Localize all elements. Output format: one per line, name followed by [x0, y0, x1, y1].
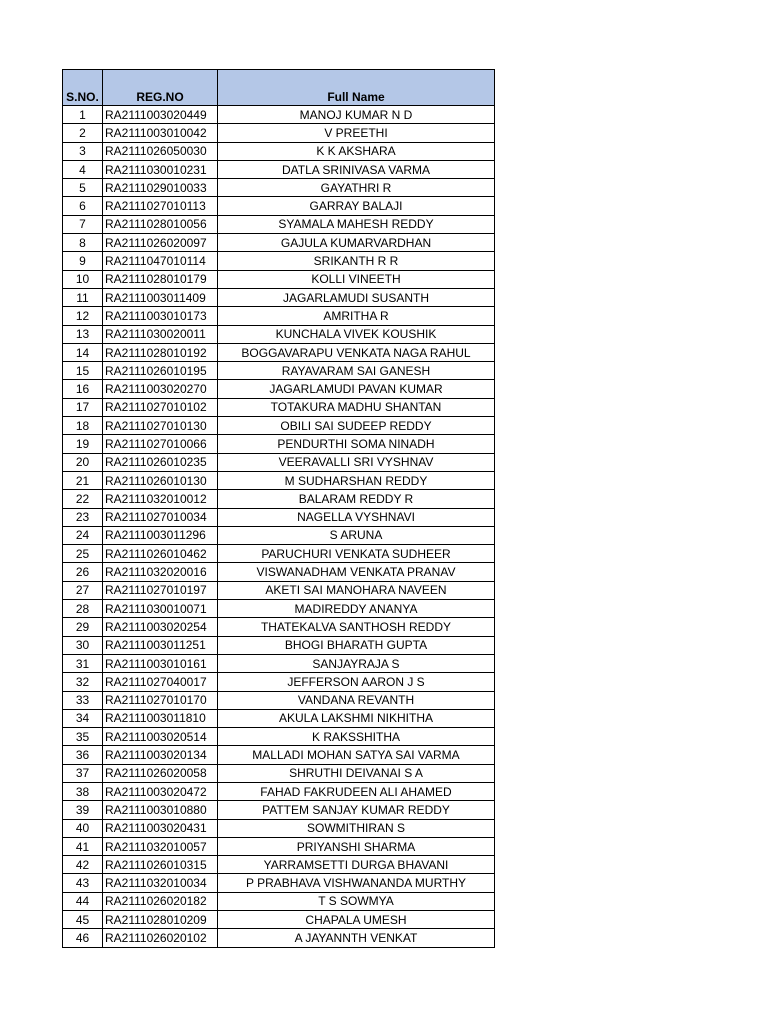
sno-cell: 39 [63, 801, 103, 819]
sno-cell: 42 [63, 856, 103, 874]
table-row [63, 362, 495, 380]
sno-cell: 45 [63, 911, 103, 929]
table-row [63, 782, 495, 800]
full-name-cell: TOTAKURA MADHU SHANTAN [218, 398, 495, 416]
table-body [63, 106, 495, 948]
full-name-cell: AKULA LAKSHMI NIKHITHA [218, 709, 495, 727]
table-row [63, 691, 495, 709]
reg-no-cell: RA2111003020472 [103, 782, 218, 800]
full-name-cell: AMRITHA R [218, 307, 495, 325]
table-row [63, 106, 495, 124]
reg-no-cell: RA2111003010042 [103, 124, 218, 142]
sno-cell: 29 [63, 618, 103, 636]
table-row [63, 600, 495, 618]
full-name-cell: V PREETHI [218, 124, 495, 142]
sno-cell: 22 [63, 490, 103, 508]
full-name-cell: GARRAY BALAJI [218, 197, 495, 215]
table-row [63, 801, 495, 819]
full-name-cell: KOLLI VINEETH [218, 270, 495, 288]
reg-no-cell: RA2111026020102 [103, 929, 218, 947]
reg-no-cell: RA2111003010880 [103, 801, 218, 819]
reg-no-cell: RA2111026010195 [103, 362, 218, 380]
sno-cell: 33 [63, 691, 103, 709]
reg-no-cell: RA2111032010057 [103, 837, 218, 855]
sno-cell: 2 [63, 124, 103, 142]
full-name-cell: PATTEM SANJAY KUMAR REDDY [218, 801, 495, 819]
sno-cell: 23 [63, 508, 103, 526]
full-name-cell: JAGARLAMUDI SUSANTH [218, 288, 495, 306]
sno-cell: 37 [63, 764, 103, 782]
full-name-cell: PENDURTHI SOMA NINADH [218, 435, 495, 453]
table-row [63, 837, 495, 855]
full-name-cell: FAHAD FAKRUDEEN ALI AHAMED [218, 782, 495, 800]
sno-cell: 4 [63, 160, 103, 178]
table-row [63, 581, 495, 599]
table-row [63, 197, 495, 215]
table-header [63, 70, 495, 106]
sno-cell: 19 [63, 435, 103, 453]
full-name-cell: P PRABHAVA VISHWANANDA MURTHY [218, 874, 495, 892]
table-row [63, 398, 495, 416]
full-name-cell: VISWANADHAM VENKATA PRANAV [218, 563, 495, 581]
table-row [63, 764, 495, 782]
reg-no-cell: RA2111026010130 [103, 471, 218, 489]
reg-no-cell: RA2111030010071 [103, 600, 218, 618]
sno-cell: 6 [63, 197, 103, 215]
sno-cell: 13 [63, 325, 103, 343]
sno-cell: 38 [63, 782, 103, 800]
table-row [63, 563, 495, 581]
sno-cell: 41 [63, 837, 103, 855]
sno-cell: 1 [63, 106, 103, 124]
reg-no-cell: RA2111026020058 [103, 764, 218, 782]
reg-no-cell: RA2111003020270 [103, 380, 218, 398]
reg-no-cell: RA2111047010114 [103, 252, 218, 270]
full-name-cell: NAGELLA VYSHNAVI [218, 508, 495, 526]
table-row [63, 673, 495, 691]
sno-cell: 21 [63, 471, 103, 489]
reg-no-cell: RA2111027010197 [103, 581, 218, 599]
table-row [63, 471, 495, 489]
full-name-cell: BHOGI BHARATH GUPTA [218, 636, 495, 654]
sno-cell: 12 [63, 307, 103, 325]
reg-no-cell: RA2111003020134 [103, 746, 218, 764]
full-name-cell: PRIYANSHI SHARMA [218, 837, 495, 855]
reg-no-cell: RA2111026050030 [103, 142, 218, 160]
table-row [63, 234, 495, 252]
full-name-cell: RAYAVARAM SAI GANESH [218, 362, 495, 380]
sno-cell: 44 [63, 892, 103, 910]
table-row [63, 728, 495, 746]
full-name-cell: OBILI SAI SUDEEP REDDY [218, 417, 495, 435]
sno-cell: 26 [63, 563, 103, 581]
reg-no-cell: RA2111028010209 [103, 911, 218, 929]
full-name-cell: THATEKALVA SANTHOSH REDDY [218, 618, 495, 636]
table-row [63, 380, 495, 398]
full-name-cell: CHAPALA UMESH [218, 911, 495, 929]
sno-cell: 7 [63, 215, 103, 233]
sno-cell: 40 [63, 819, 103, 837]
sno-cell: 34 [63, 709, 103, 727]
sno-cell: 18 [63, 417, 103, 435]
full-name-cell: T S SOWMYA [218, 892, 495, 910]
reg-no-cell: RA2111027010130 [103, 417, 218, 435]
sno-cell: 31 [63, 654, 103, 672]
table-row [63, 856, 495, 874]
sno-cell: 35 [63, 728, 103, 746]
full-name-cell: MALLADI MOHAN SATYA SAI VARMA [218, 746, 495, 764]
sno-cell: 36 [63, 746, 103, 764]
table-row [63, 417, 495, 435]
sno-cell: 32 [63, 673, 103, 691]
reg-no-cell: RA2111032010012 [103, 490, 218, 508]
full-name-cell: BOGGAVARAPU VENKATA NAGA RAHUL [218, 343, 495, 361]
table-row [63, 892, 495, 910]
full-name-cell: BALARAM REDDY R [218, 490, 495, 508]
reg-no-cell: RA2111028010192 [103, 343, 218, 361]
full-name-cell: MANOJ KUMAR N D [218, 106, 495, 124]
table-row [63, 124, 495, 142]
reg-no-cell: RA2111003010173 [103, 307, 218, 325]
table-row [63, 270, 495, 288]
table-row [63, 325, 495, 343]
full-name-cell: VANDANA REVANTH [218, 691, 495, 709]
full-name-cell: S ARUNA [218, 526, 495, 544]
reg-no-cell: RA2111003011251 [103, 636, 218, 654]
header-full-name: Full Name [218, 70, 495, 106]
table-row [63, 453, 495, 471]
reg-no-cell: RA2111029010033 [103, 179, 218, 197]
full-name-cell: JEFFERSON AARON J S [218, 673, 495, 691]
full-name-cell: K K AKSHARA [218, 142, 495, 160]
table-row [63, 874, 495, 892]
sno-cell: 14 [63, 343, 103, 361]
sno-cell: 25 [63, 545, 103, 563]
full-name-cell: PARUCHURI VENKATA SUDHEER [218, 545, 495, 563]
full-name-cell: SHRUTHI DEIVANAI S A [218, 764, 495, 782]
full-name-cell: YARRAMSETTI DURGA BHAVANI [218, 856, 495, 874]
reg-no-cell: RA2111003011810 [103, 709, 218, 727]
reg-no-cell: RA2111026010315 [103, 856, 218, 874]
full-name-cell: AKETI SAI MANOHARA NAVEEN [218, 581, 495, 599]
sno-cell: 16 [63, 380, 103, 398]
table-row [63, 911, 495, 929]
full-name-cell: M SUDHARSHAN REDDY [218, 471, 495, 489]
sno-cell: 24 [63, 526, 103, 544]
full-name-cell: KUNCHALA VIVEK KOUSHIK [218, 325, 495, 343]
reg-no-cell: RA2111003011409 [103, 288, 218, 306]
table-row [63, 435, 495, 453]
reg-no-cell: RA2111003020449 [103, 106, 218, 124]
reg-no-cell: RA2111026020097 [103, 234, 218, 252]
full-name-cell: A JAYANNTH VENKAT [218, 929, 495, 947]
sno-cell: 17 [63, 398, 103, 416]
reg-no-cell: RA2111032010034 [103, 874, 218, 892]
full-name-cell: SANJAYRAJA S [218, 654, 495, 672]
reg-no-cell: RA2111027010170 [103, 691, 218, 709]
full-name-cell: SRIKANTH R R [218, 252, 495, 270]
reg-no-cell: RA2111026020182 [103, 892, 218, 910]
header-sno: S.NO. [63, 70, 103, 106]
reg-no-cell: RA2111027010113 [103, 197, 218, 215]
table-row [63, 636, 495, 654]
sno-cell: 10 [63, 270, 103, 288]
header-row [63, 70, 495, 106]
sno-cell: 15 [63, 362, 103, 380]
sno-cell: 9 [63, 252, 103, 270]
reg-no-cell: RA2111026010462 [103, 545, 218, 563]
full-name-cell: DATLA SRINIVASA VARMA [218, 160, 495, 178]
table-row [63, 252, 495, 270]
full-name-cell: MADIREDDY ANANYA [218, 600, 495, 618]
reg-no-cell: RA2111027010102 [103, 398, 218, 416]
table-row [63, 746, 495, 764]
table-row [63, 307, 495, 325]
full-name-cell: GAYATHRI R [218, 179, 495, 197]
header-reg-no: REG.NO [103, 70, 218, 106]
reg-no-cell: RA2111003020254 [103, 618, 218, 636]
table-row [63, 508, 495, 526]
table-row [63, 179, 495, 197]
full-name-cell: SOWMITHIRAN S [218, 819, 495, 837]
table-row [63, 709, 495, 727]
reg-no-cell: RA2111003020514 [103, 728, 218, 746]
full-name-cell: SYAMALA MAHESH REDDY [218, 215, 495, 233]
sno-cell: 27 [63, 581, 103, 599]
reg-no-cell: RA2111030020011 [103, 325, 218, 343]
full-name-cell: JAGARLAMUDI PAVAN KUMAR [218, 380, 495, 398]
table-row [63, 490, 495, 508]
sno-cell: 30 [63, 636, 103, 654]
table-row [63, 526, 495, 544]
sno-cell: 3 [63, 142, 103, 160]
reg-no-cell: RA2111003020431 [103, 819, 218, 837]
table-row [63, 160, 495, 178]
reg-no-cell: RA2111003010161 [103, 654, 218, 672]
student-table [62, 69, 495, 948]
table-row [63, 142, 495, 160]
table-row [63, 929, 495, 947]
full-name-cell: GAJULA KUMARVARDHAN [218, 234, 495, 252]
sno-cell: 46 [63, 929, 103, 947]
full-name-cell: K RAKSSHITHA [218, 728, 495, 746]
reg-no-cell: RA2111003011296 [103, 526, 218, 544]
sno-cell: 28 [63, 600, 103, 618]
reg-no-cell: RA2111032020016 [103, 563, 218, 581]
table-row [63, 215, 495, 233]
table-row [63, 618, 495, 636]
table-row [63, 654, 495, 672]
reg-no-cell: RA2111027010034 [103, 508, 218, 526]
reg-no-cell: RA2111026010235 [103, 453, 218, 471]
reg-no-cell: RA2111028010179 [103, 270, 218, 288]
sno-cell: 43 [63, 874, 103, 892]
reg-no-cell: RA2111028010056 [103, 215, 218, 233]
sno-cell: 11 [63, 288, 103, 306]
table-row [63, 288, 495, 306]
sno-cell: 20 [63, 453, 103, 471]
table-row [63, 545, 495, 563]
reg-no-cell: RA2111027010066 [103, 435, 218, 453]
sno-cell: 5 [63, 179, 103, 197]
table-row [63, 819, 495, 837]
reg-no-cell: RA2111030010231 [103, 160, 218, 178]
sno-cell: 8 [63, 234, 103, 252]
reg-no-cell: RA2111027040017 [103, 673, 218, 691]
table-row [63, 343, 495, 361]
full-name-cell: VEERAVALLI SRI VYSHNAV [218, 453, 495, 471]
